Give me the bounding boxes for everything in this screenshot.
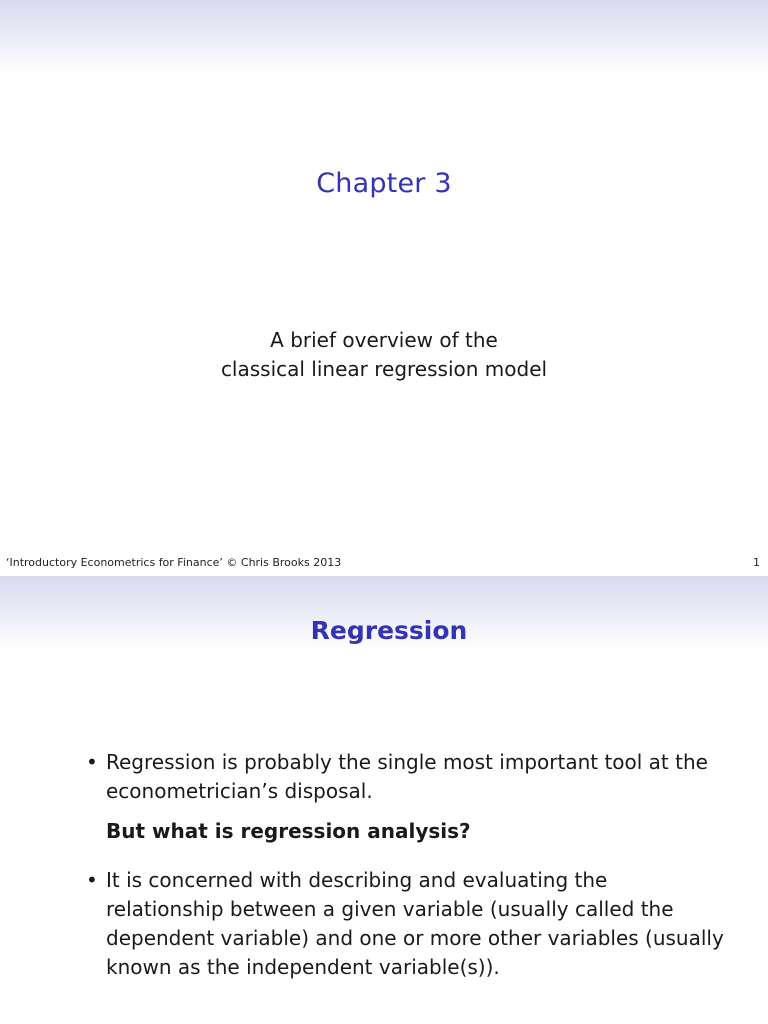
bullet-text: It is concerned with describing and evaluating the relationship between a given variable (usually called the dependent variable) and one or more other variables (usually known as the independent variable(s)). bbox=[106, 868, 724, 979]
question-text: But what is regression analysis? bbox=[106, 819, 471, 843]
chapter-subtitle bbox=[0, 326, 768, 384]
chapter-title: Chapter 3 bbox=[316, 168, 452, 199]
bullet-icon: • bbox=[86, 750, 98, 774]
bullet-text: Regression is probably the single most important tool at the econometrician’s disposal. bbox=[106, 750, 708, 803]
header-band bbox=[0, 0, 768, 74]
bullet-icon: • bbox=[86, 868, 98, 892]
bullet-item bbox=[86, 748, 726, 806]
slide-regression bbox=[0, 576, 768, 1024]
footer-citation: ‘Introductory Econometrics for Finance’ © Chris Brooks 2013 bbox=[6, 556, 342, 569]
subtitle-line-2: classical linear regression model bbox=[220, 357, 548, 381]
bullet-item bbox=[86, 866, 726, 982]
page-number: 1 bbox=[753, 556, 760, 569]
slide-footer bbox=[0, 554, 768, 574]
subtitle-line-1: A brief overview of the bbox=[270, 328, 498, 352]
slide-title: Regression bbox=[310, 616, 468, 645]
